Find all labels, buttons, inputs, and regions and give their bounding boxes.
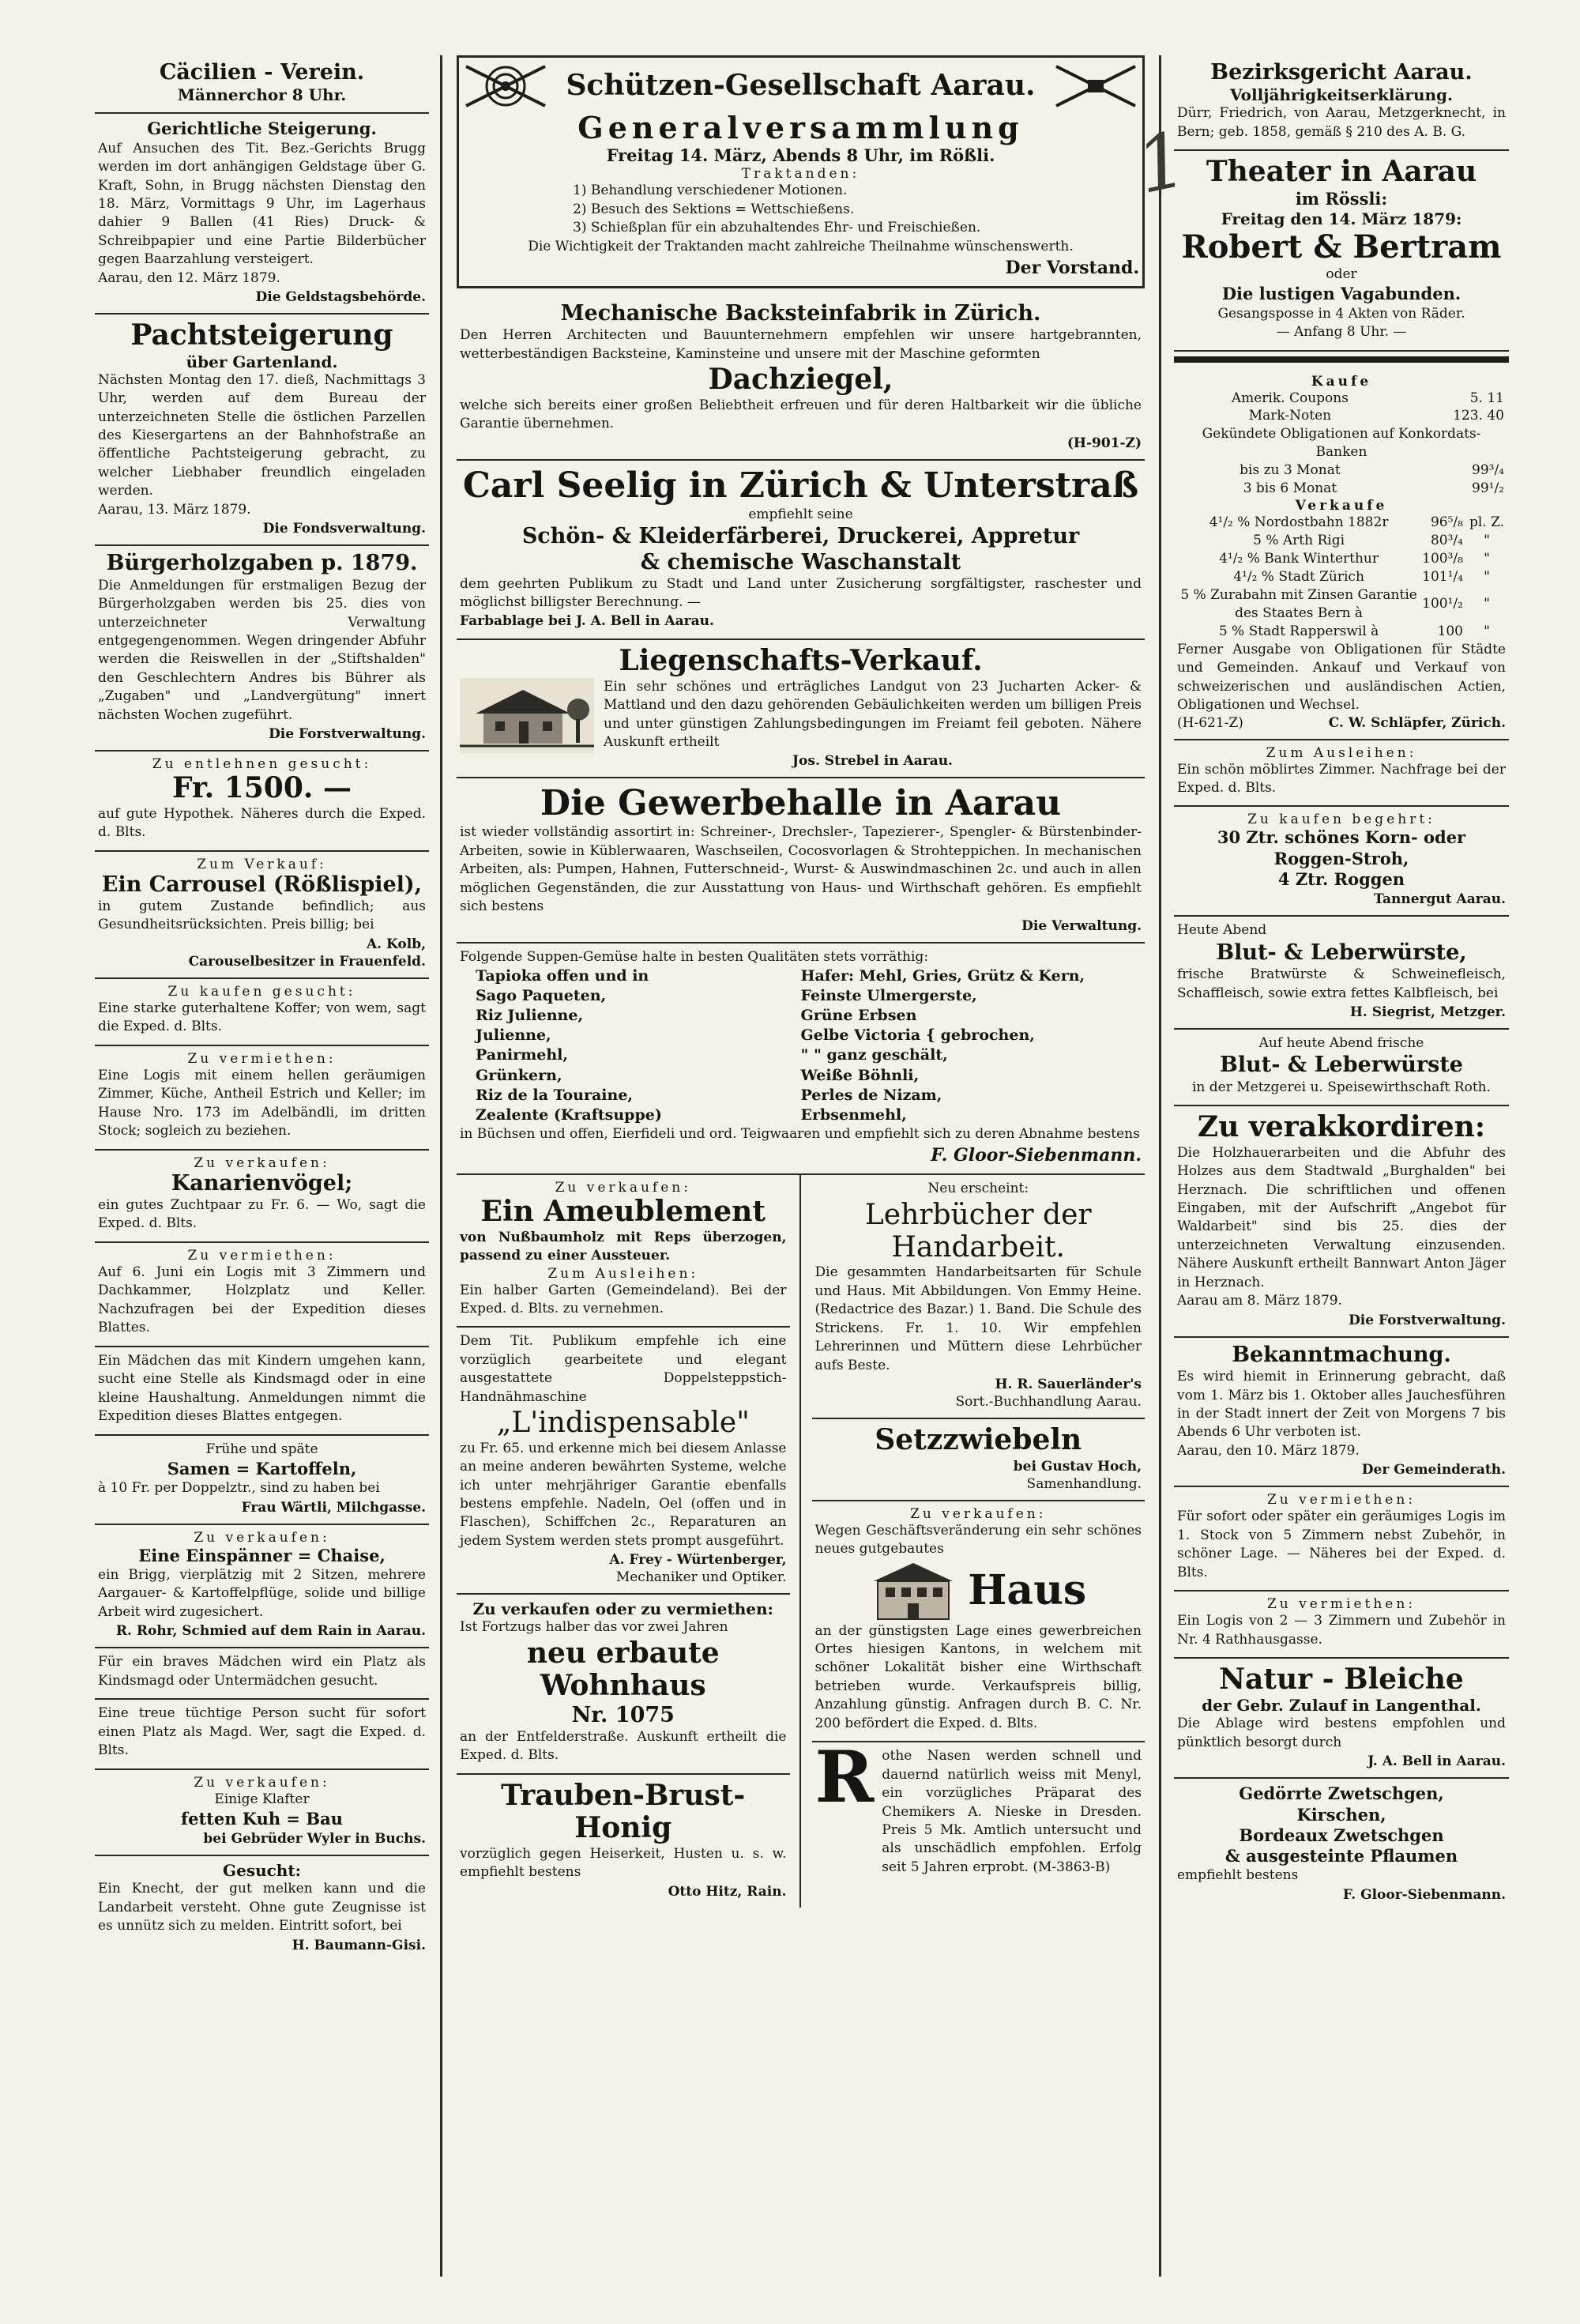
ad-item-name: Samen = Kartoffeln, xyxy=(167,1458,357,1478)
ad-line-3: 4 Ztr. Roggen xyxy=(1277,868,1405,889)
ad-signature: Frau Wärtli, Milchgasse. xyxy=(241,1499,426,1516)
ad-signature-line2: Samenhandlung. xyxy=(1026,1475,1142,1492)
ad-logis-2 xyxy=(95,1243,429,1347)
table-row xyxy=(1177,407,1506,425)
right-column xyxy=(1161,55,1509,2277)
list-item: Zealente (Kraftsuppe) xyxy=(476,1106,662,1124)
ad-theater xyxy=(1174,151,1509,351)
list-item: Julienne, xyxy=(476,1026,551,1045)
table-cell: 5 % Zurabahn mit Zinsen Garantie des Staates Bern à xyxy=(1180,586,1417,621)
ad-line: 30 Ztr. schönes Korn- oder xyxy=(1217,827,1466,848)
ad-title: Zu verkaufen: xyxy=(910,1505,1047,1522)
ad-kanarien xyxy=(95,1151,429,1243)
ad-headline: Generalversammlung xyxy=(577,110,1024,145)
table-cell: 4¹/₂ % Stadt Zürich xyxy=(1233,568,1364,585)
ad-lead: Neu erscheint: xyxy=(927,1181,1029,1197)
ad-wuerste-1 xyxy=(1174,917,1509,1030)
table-row xyxy=(1177,586,1506,623)
ad-title: Pachtsteigerung xyxy=(130,318,393,352)
ad-subtitle: über Gartenland. xyxy=(186,352,338,371)
table-row xyxy=(1177,480,1506,498)
ad-line-4: & ausgesteinte Pflaumen xyxy=(1224,1846,1458,1866)
ad-obst xyxy=(1174,1779,1509,1910)
ad-title: Liegenschafts-Verkauf. xyxy=(619,644,983,678)
ad-logis-1 xyxy=(95,1046,429,1151)
ad-title: Die Gewerbehalle in Aarau xyxy=(540,783,1062,824)
ad-schuetzen xyxy=(457,55,1145,288)
thick-rule xyxy=(1174,356,1509,363)
table-cell: Mark-Noten xyxy=(1248,408,1332,424)
ad-body: Die Anmeldungen für erstmaligen Bezug der Bürgerholzgaben werden bis 25. dies von unterzeichneter Verwaltung entgegengenommen. Wegen dringender Abfuhr werden die Reiswellen in der „Stiftshalden" den Geschlechtern Andres bis Bührer als „Zugaben" und „Landvergütung" innert nächsten Wochen zugeführt. xyxy=(98,577,426,723)
ad-title: Bürgerholzgaben p. 1879. xyxy=(106,551,418,576)
ad-body: frische Bratwürste & Schweinefleisch, Schaffleisch, sowie extra fettes Kalbfleisch, bei xyxy=(1177,966,1506,1001)
table-cell: 100¹/₂ xyxy=(1422,596,1463,612)
ad-body: Ein Knecht, der gut melken kann und die Landarbeit versteht. Ohne gute Zeugnisse ist es unnütz sich zu melden. Eintritt sofort, bei xyxy=(98,1881,426,1934)
left-column xyxy=(95,55,442,2277)
ad-body: Eine treue tüchtige Person sucht für sofort einen Platz als Magd. Wer, sagt die Exped. d. Blts. xyxy=(98,1705,426,1759)
middle-subcolumn-right xyxy=(812,1175,1146,1907)
ad-note: Die Wichtigkeit der Traktanden macht zahlreiche Theilnahme wünschenswerth. xyxy=(528,238,1074,254)
ad-body: Die Ablage wird bestens empfohlen und pünktlich besorgt durch xyxy=(1177,1716,1506,1750)
ad-subtitle: Volljährigkeitserklärung. xyxy=(1230,85,1453,105)
table-row xyxy=(1177,390,1506,408)
ad-signature: Jos. Strebel in Aarau. xyxy=(792,753,953,770)
ad-item-name: Ein Ameublement xyxy=(480,1195,766,1229)
ad-title-2: Zum Ausleihen: xyxy=(547,1265,699,1282)
ad-title: Zu verakkordiren: xyxy=(1197,1110,1486,1144)
ad-bleiche xyxy=(1174,1659,1509,1779)
ad-amount: Fr. 1500. — xyxy=(172,771,352,805)
ad-oder: oder xyxy=(1326,266,1357,282)
ad-date: Aarau, den 10. März 1879. xyxy=(1177,1442,1360,1459)
ad-date: Aarau am 8. März 1879. xyxy=(1177,1293,1343,1309)
verkaufe-title: Verkaufe xyxy=(1295,498,1388,514)
ad-title: Lehrbücher der Handarbeit. xyxy=(864,1198,1092,1264)
ad-description: Gesangsposse in 4 Akten von Räder. xyxy=(1217,305,1465,322)
ad-title: Gerichtliche Steigerung. xyxy=(147,119,377,139)
ad-signature: H. R. Sauerländer's xyxy=(995,1377,1142,1393)
ad-entlehnen xyxy=(95,751,429,851)
ad-ameublement xyxy=(457,1175,790,1328)
ad-code: (H-621-Z) xyxy=(1177,714,1243,731)
ad-body: othe Nasen werden schnell und dauernd natürlich weiss mit Menyl, ein vorzügliches Präparat des Chemikers A. Nieske in Dresden. Preis 5 Mk. Amtlich untersucht und als unschädlich empfohlen. Erfolg seit 5 Jahren erprobt. (M-3863-B) xyxy=(882,1748,1142,1875)
ad-chaise xyxy=(95,1525,429,1649)
ad-signature: R. Rohr, Schmied auf dem Rain in Aarau. xyxy=(115,1623,426,1640)
ad-bezirksgericht xyxy=(1174,55,1509,151)
ad-title: Zu kaufen gesucht: xyxy=(167,983,356,1000)
ad-maedchen xyxy=(95,1347,429,1436)
table-cell: 5 % Stadt Rapperswil à xyxy=(1218,623,1379,639)
ad-body-2: welche sich bereits einer großen Beliebtheit erfreuen und für deren Haltbarkeit wir die übliche Garantie übernehmen. xyxy=(460,397,1142,432)
list-item: Weiße Böhnli, xyxy=(800,1066,920,1084)
ad-item-name: Blut- & Leberwürste, xyxy=(1216,940,1467,965)
ad-rothe-nasen xyxy=(812,1735,1146,1885)
traktanden-title: Traktanden: xyxy=(741,166,860,183)
ad-braves-maedchen xyxy=(95,1648,429,1700)
table-cell: pl. Z. xyxy=(1469,514,1504,531)
middle-subcolumns xyxy=(457,1175,1145,1907)
list-item: Gelbe Victoria { gebrochen, xyxy=(800,1026,1035,1045)
ad-lehrbuecher xyxy=(812,1175,1146,1419)
suppen-list xyxy=(460,966,1142,1125)
list-item: Perles de Nizam, xyxy=(800,1086,942,1104)
table-cell: Gekündete Obligationen auf Konkordats-Banken xyxy=(1202,426,1481,461)
ad-signature: F. Gloor-Siebenmann. xyxy=(1342,1886,1506,1903)
table-row xyxy=(1177,425,1506,461)
ad-body: Dem Tit. Publikum empfehle ich eine vorzüglich gearbeitete und elegant ausgestattete Doppelsteppstich-Handnähmaschine xyxy=(460,1333,787,1405)
ad-body: dem geehrten Publikum zu Stadt und Land unter Zusicherung sorgfältigster, raschester und möglichst billigster Berechnung. — xyxy=(460,575,1142,611)
ad-vermiethen-1 xyxy=(1174,1487,1509,1591)
ad-date: Aarau, den 12. März 1879. xyxy=(98,269,280,286)
kaufe-title: Kaufe xyxy=(1311,373,1372,390)
ad-lead: Auf heute Abend frische xyxy=(1258,1034,1424,1051)
ad-body: in Büchsen und offen, Eierfideli und ord. Teigwaaren und empfiehlt sich zu deren Abnahme bestens xyxy=(460,1125,1140,1142)
ad-subtitle: im Rössli: xyxy=(1295,188,1388,209)
list-item: Riz Julienne, xyxy=(476,1007,584,1025)
ad-steigerung xyxy=(95,114,429,315)
table-cell: 100 xyxy=(1437,623,1463,639)
list-item: Erbsenmehl, xyxy=(800,1106,907,1124)
ad-signature: Die Forstverwaltung. xyxy=(1349,1312,1506,1328)
ad-body: Ein Mädchen das mit Kindern umgehen kann, sucht eine Stelle als Kindsmagd oder in eine kleine Haushaltung. Anmeldungen nimmt die Expedition dieses Blattes entgegen. xyxy=(98,1352,426,1425)
ad-item-name: Kanarienvögel; xyxy=(171,1170,353,1196)
ad-line-2: & chemische Waschanstalt xyxy=(640,549,961,574)
ad-carrousel xyxy=(95,852,429,979)
table-cell: 100³/₈ xyxy=(1422,551,1463,567)
play-alt-title: Die lustigen Vagabunden. xyxy=(1221,284,1462,304)
ad-title: Schützen-Gesellschaft Aarau. xyxy=(566,69,1036,103)
ad-indispensable xyxy=(457,1328,790,1595)
list-item: Riz de la Touraine, xyxy=(476,1086,634,1104)
ad-kurse xyxy=(1174,369,1509,740)
ad-signature: Farbablage bei J. A. Bell in Aarau. xyxy=(460,612,714,629)
ad-item-name: Haus xyxy=(968,1566,1087,1614)
ad-kartoffeln xyxy=(95,1436,429,1525)
ad-body: ein Brigg, vierplätzig mit 2 Sitzen, mehrere Aargauer- & Kartoffelpflüge, solide und billige Arbeit wird zugesichert. xyxy=(98,1566,426,1620)
ad-title: Bekanntmachung. xyxy=(1232,1342,1451,1367)
table-cell: 99¹/₂ xyxy=(1472,480,1504,497)
ad-vermiethen-2 xyxy=(1174,1591,1509,1659)
ad-title: Zu verkaufen oder zu vermiethen: xyxy=(472,1599,773,1619)
table-cell: 5. 11 xyxy=(1469,390,1504,406)
ad-line: Gedörrte Zwetschgen, xyxy=(1239,1783,1444,1804)
ad-haus xyxy=(812,1501,1146,1743)
ad-body-2: Ein halber Garten (Gemeindeland). Bei der Exped. d. Blts. zu vernehmen. xyxy=(460,1282,787,1316)
ad-item-name: neu erbaute Wohnhaus xyxy=(526,1636,720,1703)
table-cell: 99³/₄ xyxy=(1472,462,1504,479)
list-item: Hafer: Mehl, Gries, Grütz & Kern, xyxy=(800,967,1085,985)
table-cell: 3 bis 6 Monat xyxy=(1243,480,1337,497)
ad-body: in gutem Zustande befindlich; aus Gesundheitsrücksichten. Preis billig; bei xyxy=(98,898,426,933)
ad-signature: A. Frey - Würtenberger, xyxy=(609,1552,787,1569)
ad-title: Zu vermiethen: xyxy=(187,1247,337,1264)
ad-item-name: Trauben-Brust-Honig xyxy=(501,1778,746,1845)
table-cell: 80³/₄ xyxy=(1430,533,1463,549)
table-cell: 101¹/₄ xyxy=(1422,568,1463,585)
ad-when: Freitag den 14. März 1879: xyxy=(1221,209,1462,228)
table-cell: " xyxy=(1484,623,1490,639)
ad-line-2: Roggen-Stroh, xyxy=(1273,848,1409,868)
ad-title: Zu entlehnen gesucht: xyxy=(152,756,372,773)
crossed-rifles-target-icon xyxy=(462,62,549,110)
list-item: Feinste Ulmergerste, xyxy=(800,987,977,1005)
ad-signature-line2: Sort.-Buchhandlung Aarau. xyxy=(955,1394,1142,1411)
ad-item-name: Blut- & Leberwürste xyxy=(1220,1053,1463,1078)
middle-subcolumn-left xyxy=(457,1175,801,1907)
ad-gewerbehalle xyxy=(457,778,1145,943)
ad-zimmer xyxy=(1174,740,1509,808)
list-item: Grüne Erbsen xyxy=(800,1007,917,1025)
table-cell: " xyxy=(1484,533,1490,549)
ad-title: Cäcilien - Verein. xyxy=(159,60,365,85)
ad-signature: bei Gustav Hoch, xyxy=(1013,1458,1142,1475)
ad-title: Zu vermiethen: xyxy=(1266,1596,1416,1613)
table-cell: 96⁵/₈ xyxy=(1430,514,1463,531)
table-row xyxy=(1177,568,1506,586)
ad-backstein xyxy=(457,296,1145,461)
table-cell: 4¹/₂ % Nordostbahn 1882r xyxy=(1209,514,1389,531)
ad-body: Für ein braves Mädchen wird ein Platz als Kindsmagd oder Untermädchen gesucht. xyxy=(98,1654,426,1689)
ad-number: Nr. 1075 xyxy=(571,1702,675,1727)
traktandum: 3) Schießplan für ein abzuhaltendes Ehr- und Freischießen. xyxy=(573,220,981,236)
ad-magd xyxy=(95,1700,429,1769)
table-cell: " xyxy=(1484,596,1490,612)
verkaufe-table xyxy=(1177,514,1506,641)
table-row xyxy=(1177,461,1506,480)
ad-body: Nächsten Montag den 17. dieß, Nachmittags 3 Uhr, werden auf dem Bureau der unterzeichneten Stelle die östlichen Parzellen des Kiesergartens an der Bahnhofstraße an öffentliche Pachtsteigerung gebracht, zu welcher Liebhaber freundlich eingeladen werden. xyxy=(98,371,426,499)
ad-title: Carl Seelig in Zürich & Unterstraß xyxy=(462,465,1139,506)
farmhouse-icon xyxy=(460,678,594,753)
ad-body: von Nußbaumholz mit Reps überzogen, passend zu einer Aussteuer. xyxy=(460,1229,787,1264)
ad-title: Zu kaufen begehrt: xyxy=(1247,812,1435,828)
ad-body: Auf 6. Juni ein Logis mit 3 Zimmern und Dachkammer, Holzplatz und Keller. Nachzufragen bei der Expedition dieses Blattes. xyxy=(98,1264,426,1336)
ad-title: Mechanische Backsteinfabrik in Zürich. xyxy=(560,301,1041,326)
list-item: Tapioka offen und in xyxy=(476,967,649,985)
ad-title: Zu verkaufen: xyxy=(194,1154,330,1171)
table-cell: 123. 40 xyxy=(1453,408,1504,424)
table-cell: " xyxy=(1484,568,1490,585)
traktandum: 1) Behandlung verschiedener Motionen. xyxy=(573,183,848,199)
ad-body: empfiehlt bestens xyxy=(1177,1867,1299,1884)
ad-item-name: Ein Carrousel (Rößlispiel), xyxy=(101,872,423,897)
ad-caecilien xyxy=(95,55,429,114)
table-cell: bis zu 3 Monat xyxy=(1240,462,1341,479)
crossed-rifles-icon xyxy=(1052,62,1139,110)
ad-signature-line2: Carouselbesitzer in Frauenfeld. xyxy=(188,953,426,970)
ad-stroh xyxy=(1174,807,1509,917)
table-cell: Amerik. Coupons xyxy=(1231,390,1349,406)
ad-line: Schön- & Kleiderfärberei, Druckerei, Appretur xyxy=(521,524,1080,549)
ad-body: Ein sehr schönes und erträgliches Landgut von 23 Jucharten Acker- & Mattland und den dazu gehörenden Gebäulichkeiten werden um billigen Preis und unter günstigen Zahlungsbedingungen im Freiamt feil geboten. Nähere Auskunft ertheilt xyxy=(604,678,1142,750)
ad-code: (H-901-Z) xyxy=(1066,435,1142,451)
ad-title: Zum Ausleihen: xyxy=(1266,744,1417,761)
ad-body: vorzüglich gegen Heiserkeit, Husten u. s. w. empfiehlt bestens xyxy=(460,1845,787,1881)
ad-line-3: Bordeaux Zwetschgen xyxy=(1239,1825,1444,1845)
ad-title: Zu vermiethen: xyxy=(1266,1492,1416,1509)
ad-subtitle: Männerchor 8 Uhr. xyxy=(177,85,347,105)
list-item: Sago Paqueten, xyxy=(476,987,607,1005)
ad-body: Es wird hiemit in Erinnerung gebracht, daß vom 1. März bis 1. Oktober alles Jauchesführen in der Stadt innert der Zeit von Morgens 7 bis Abends 6 Uhr verboten ist. xyxy=(1177,1369,1506,1441)
ad-title: Bezirksgericht Aarau. xyxy=(1210,60,1473,85)
traktandum: 2) Besuch des Sektions = Wettschießens. xyxy=(573,201,855,217)
ad-product: Dachziegel, xyxy=(708,363,893,397)
ad-body: ein gutes Zuchtpaar zu Fr. 6. — Wo, sagt die Exped. d. Blts. xyxy=(98,1197,426,1232)
ad-buergerholz xyxy=(95,546,429,751)
ad-signature: Der Vorstand. xyxy=(1005,258,1139,279)
ad-title: Theater in Aarau xyxy=(1206,155,1477,189)
ad-honig xyxy=(457,1775,790,1908)
ad-bekanntmachung xyxy=(1174,1338,1509,1488)
ad-body: ist wieder vollständig assortirt in: Schreiner-, Drechsler-, Tapezierer-, Spengler- & Bürstenbinder-Arbeiten, sowie in Küblerwaaren, Waschseilen, Cocosvorlagen & Strohteppichen. In mechanischen Arbeiten, als: Pumpen, Hahnen, Futterschneid-, Wurst- & Auswindmaschinen 2c. und auch in allen möglichen Gegenständen, die zur Ausstattung von Haus- und Wirthschaft gehören. Es empfiehlt sich bestens xyxy=(460,824,1142,915)
ad-signature: Der Gemeinderath. xyxy=(1361,1462,1506,1478)
ad-title: Zu vermiethen: xyxy=(187,1050,337,1067)
ad-subtitle: der Gebr. Zulauf in Langenthal. xyxy=(1202,1696,1481,1716)
middle-column xyxy=(442,55,1161,2277)
ad-signature-line2: Mechaniker und Optiker. xyxy=(615,1569,787,1586)
ad-klafter xyxy=(95,1770,429,1857)
ad-body: auf gute Hypothek. Näheres durch die Exped. d. Blts. xyxy=(98,805,426,841)
ad-setzzwiebeln xyxy=(812,1419,1146,1501)
drop-cap: R xyxy=(814,1735,875,1820)
ad-lead: empfiehlt seine xyxy=(748,506,853,522)
ad-koffer xyxy=(95,979,429,1046)
ad-title: Zu verkaufen: xyxy=(194,1529,330,1546)
ad-when: Freitag 14. März, Abends 8 Uhr, im Rößli. xyxy=(606,145,995,165)
ad-lead: Einige Klafter xyxy=(214,1791,310,1807)
table-cell: " xyxy=(1484,551,1490,567)
ad-lead: Wegen Geschäftsveränderung ein sehr schönes neues gutgebautes xyxy=(814,1522,1142,1557)
list-item: Grünkern, xyxy=(476,1066,562,1084)
ad-verakkordiren xyxy=(1174,1106,1509,1337)
table-cell: 5 % Arth Rigi xyxy=(1253,533,1345,549)
ad-date: Aarau, 13. März 1879. xyxy=(98,501,251,518)
list-item: Panirmehl, xyxy=(476,1046,568,1064)
ad-body: Die gesammten Handarbeitsarten für Schule und Haus. Mit Abbildungen. Von Emmy Heine. (Redactrice des Bazar.) 1. Band. Die Schule des Strickens. Fr. 1. 10. Wir empfehlen Lehrerinnen und Müttern diese Lehrbücher aufs Beste. xyxy=(814,1264,1142,1373)
ad-title: Gesucht: xyxy=(223,1861,301,1881)
ad-body: Für sofort oder später ein geräumiges Logis im 1. Stock von 5 Zimmern nebst Zubehör, in schöner Lage. — Näheres bei der Exped. d. Blts. xyxy=(1177,1509,1506,1580)
ad-body: an der günstigsten Lage eines gewerbreichen Ortes hiesigen Kantons, in welchem mit schöner Lokalität bisher eine Wirthschaft betrieben wurde. Verkaufspreis billig, Anzahlung günstig. Anfragen durch B. C. Nr. 200 befördert die Exped. d. Blts. xyxy=(814,1622,1142,1731)
ad-title: Zum Verkauf: xyxy=(197,856,327,872)
traktanden-list xyxy=(462,182,1139,237)
ad-body: à 10 Fr. per Doppelztr., sind zu haben bei xyxy=(98,1480,380,1497)
ad-seelig xyxy=(457,461,1145,641)
ad-lead: Heute Abend xyxy=(1177,922,1267,939)
table-cell: 4¹/₂ % Bank Winterthur xyxy=(1219,551,1379,567)
ad-wohnhaus xyxy=(457,1595,790,1775)
ad-body: Den Herren Architecten und Bauunternehmern empfehlen wir unsere hartgebrannten, wetterbeständigen Backsteine, Kaminsteine und unsere mit der Maschine geformten xyxy=(460,327,1142,362)
ad-body-2: zu Fr. 65. und erkenne mich bei diesem Anlasse an meine anderen bewährten Systeme, welche ich unter mehrjähriger Garantie ebenfalls bestens empfehle. Nadeln, Oel (offen und in Flaschen), Schiffchen 2c., Reparaturen an jedem System werden stets prompt ausgeführt. xyxy=(460,1440,787,1549)
ad-body: Eine starke guterhaltene Koffer; von wem, sagt die Exped. d. Blts. xyxy=(98,1000,426,1035)
ad-item-name: „L'indispensable" xyxy=(496,1407,750,1440)
ad-signature: H. Baumann-Gisi. xyxy=(292,1937,426,1953)
ad-signature: J. A. Bell in Aarau. xyxy=(1367,1753,1506,1770)
ad-signature: Die Forstverwaltung. xyxy=(269,726,426,743)
ad-body: Ist Fortzugs halber das vor zwei Jahren xyxy=(460,1619,728,1636)
ad-body: Die Holzhauerarbeiten und die Abfuhr des Holzes aus dem Stadtwald „Burghalden" bei Herznach. Die schriftlichen und offenen Eingaben, mit der Aufschrift „Angebot für Waldarbeit" sind bis 25. dies der unterzeichneten Verwaltung einzusenden. Nähere Auskunft ertheilt Bannwart Anton Jäger in Herznach. xyxy=(1177,1144,1506,1290)
ad-wuerste-2 xyxy=(1174,1030,1509,1106)
ad-signature: in der Metzgerei u. Speisewirthschaft Roth. xyxy=(1191,1079,1492,1095)
ad-body: Dürr, Friedrich, von Aarau, Metzgerknecht, in Bern; geb. 1858, gemäß § 210 des A. B. G. xyxy=(1177,105,1506,140)
ad-pachtsteigerung xyxy=(95,315,429,546)
table-row xyxy=(1177,514,1506,532)
table-row xyxy=(1177,623,1506,641)
table-row xyxy=(1177,532,1506,550)
ad-body: Eine Logis mit einem hellen geräumigen Zimmer, Küche, Antheil Estrich und Keller; im Hause Nro. 173 im Adelbändli, im dritten Stock; sogleich zu beziehen. xyxy=(98,1067,426,1139)
ad-title: Zu verkaufen: xyxy=(555,1180,691,1196)
ad-body: Ferner Ausgabe von Obligationen für Städte und Gemeinden. Ankauf und Verkauf von schweizerischen und ausländischen Actien, Obligationen und Wechsel. xyxy=(1177,641,1506,714)
ad-line-2: Kirschen, xyxy=(1296,1804,1386,1825)
kaufe-table xyxy=(1177,390,1506,499)
ad-signature: Otto Hitz, Rain. xyxy=(668,1883,787,1900)
ad-signature: Die Geldstagsbehörde. xyxy=(255,289,426,306)
ad-body: Ein schön möblirtes Zimmer. Nachfrage bei der Exped. d. Blts. xyxy=(1177,761,1506,796)
play-title: Robert & Bertram xyxy=(1181,228,1502,266)
ad-title: Setzzwiebeln xyxy=(875,1423,1082,1457)
ad-lead: Folgende Suppen-Gemüse halte in besten Qualitäten stets vorräthig: xyxy=(460,948,929,965)
ad-signature: bei Gebrüder Wyler in Buchs. xyxy=(203,1831,426,1848)
ad-signature: Die Fondsverwaltung. xyxy=(262,521,426,537)
ad-liegenschaft xyxy=(457,640,1145,778)
house-icon xyxy=(870,1559,957,1622)
ad-lead: Frühe und späte xyxy=(205,1441,318,1457)
ad-title: Natur - Bleiche xyxy=(1219,1663,1464,1697)
ad-title: Zu verkaufen: xyxy=(194,1774,330,1791)
ad-signature: H. Siegrist, Metzger. xyxy=(1349,1004,1506,1020)
ad-knecht xyxy=(95,1856,429,1961)
list-item: " " ganz geschält, xyxy=(800,1046,948,1064)
ad-signature: F. Gloor-Siebenmann. xyxy=(931,1145,1142,1166)
ad-signature: C. W. Schläpfer, Zürich. xyxy=(1328,714,1506,731)
ad-suppen xyxy=(457,944,1145,1176)
ad-body: Ein Logis von 2 — 3 Zimmern und Zubehör in Nr. 4 Rathhausgasse. xyxy=(1177,1613,1506,1648)
ad-start-time: — Anfang 8 Uhr. — xyxy=(1276,324,1407,341)
ad-item-name: fetten Kuh = Bau xyxy=(181,1809,343,1829)
ad-body: Auf Ansuchen des Tit. Bez.-Gerichts Brugg werden im dort anhängigen Geldstage über G. Kraft, Sohn, in Brugg nächsten Dienstag den 18. März, Vormittags 9 Uhr, im Lagerhaus dahier 9 Ballen (41 Ries) Druck- & Schreibpapier und eine Partie Bilderbücher gegen Baarzahlung versteigert. xyxy=(98,140,426,268)
table-row xyxy=(1177,550,1506,568)
handwritten-mark: 1 xyxy=(1129,114,1195,212)
ad-signature: A. Kolb, xyxy=(366,936,426,952)
ad-item-name: Eine Einspänner = Chaise, xyxy=(138,1545,386,1565)
ad-signature: Die Verwaltung. xyxy=(1021,917,1142,934)
ad-body-2: an der Entfelderstraße. Auskunft ertheilt die Exped. d. Blts. xyxy=(460,1729,787,1764)
ad-signature: Tannergut Aarau. xyxy=(1373,891,1506,908)
